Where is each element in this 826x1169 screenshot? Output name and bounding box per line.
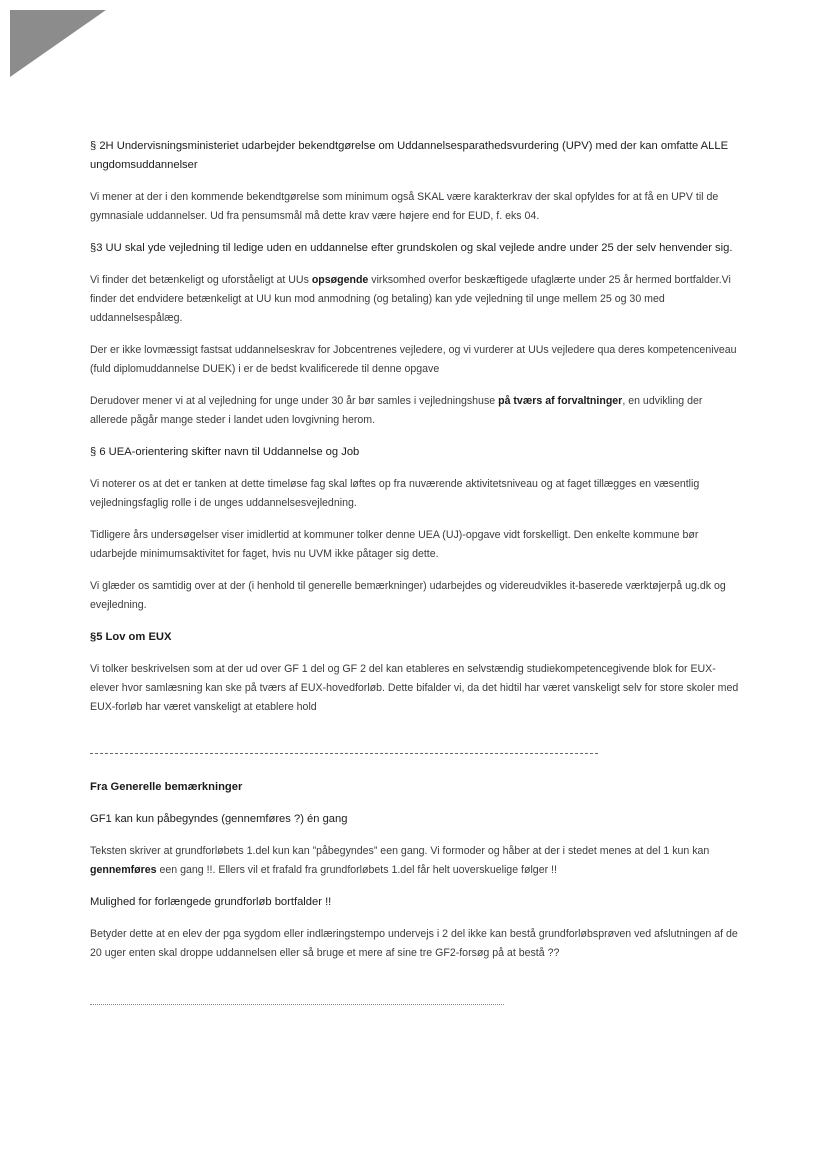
paragraph-undersoegelser: Tidligere års undersøgelser viser imidlertid at kommuner tolker denne UEA (UJ)-opgave vidt forskelligt. Den enkelte kommune bør udarbejde minimumsaktivitet for faget, hvis nu UVM ikke påtager sig dette.	[90, 529, 699, 560]
paragraph-vejledningshuse: Derudover mener vi at al vejledning for unge under 30 år bør samles i vejledningshuse på tværs af forvaltninger, en udvikling der allerede pågår mange steder i landet uden lovgivning herom.	[90, 395, 703, 426]
paragraph-karakterkrav: Vi mener at der i den kommende bekendtgørelse som minimum også SKAL være karakterkrav der skal opfyldes for at få en UPV til de gymnasiale uddannelser. Ud fra pensumsmål må dette krav være højere end for EUD, f. eks 04.	[90, 191, 719, 222]
paragraph-it-vaerktoejer: Vi glæder os samtidig over at der (i henhold til generelle bemærkninger) udarbejdes og videreudvikles it-baserede værktøjerpå ug.dk og evejledning.	[90, 580, 726, 611]
dashed-separator-1	[90, 753, 598, 754]
paragraph-sygdom: Betyder dette at en elev der pga sygdom eller indlæringstempo undervejs i 2 del ikke kan bestå grundforløbsprøven ved afslutningen af de 20 uger enten skal droppe uddannelsen eller så bruge et mere af sine tre GF2-forsøg på at bestå ??	[90, 928, 738, 959]
paragraph-gf1-heading: GF1 kan kun påbegyndes (gennemføres ?) én gang	[90, 813, 348, 825]
section-heading-eux: §5 Lov om EUX	[90, 631, 172, 643]
paragraph-forlaengede-heading: Mulighed for forlængede grundforløb bortfalder !!	[90, 896, 332, 908]
bold-forvaltninger: på tværs af forvaltninger	[498, 395, 623, 407]
scan-corner-mark	[0, 0, 110, 80]
document-lower	[90, 778, 740, 976]
section-heading-generelle: Fra Generelle bemærkninger	[90, 781, 243, 793]
document-upper	[90, 137, 740, 730]
paragraph-3-heading: §3 UU skal yde vejledning til ledige uden en uddannelse efter grundskolen og skal vejlede andre under 25 der selv henvender sig.	[90, 242, 733, 254]
paragraph-timeloese-fag: Vi noterer os at det er tanken at dette timeløse fag skal løftes op fra nuværende aktivitetsniveau og at faget tillægges en væsentlig vejledningsfaglig rolle i de unges uddannelsesvejledning.	[90, 478, 700, 509]
bold-gennemfoeres: gennemføres	[90, 864, 157, 876]
paragraph-6-heading: § 6 UEA-orientering skifter navn til Uddannelse og Job	[90, 446, 360, 458]
paragraph-eux: Vi tolker beskrivelsen som at der ud over GF 1 del og GF 2 del kan etableres en selvstændig studiekompetencegivende blok for EUX-elever hvor samlæsning kan ske på tværs af EUX-hovedforløb. Dette bifalder vi, da det hidtil har været vanskeligt selv for store skoler med EUX-forløb har været vanskeligt at etablere hold	[90, 663, 739, 713]
paragraph-opsoegende: Vi finder det betænkeligt og uforståeligt at UUs opsøgende virksomhed overfor beskæftigede ufaglærte under 25 år hermed bortfalder.Vi finder det endvidere betænkeligt at UU kun mod anmodning (og betaling) kan yde vejledning til unge mellem 25 og 30 med uddannelsespålæg.	[90, 274, 731, 324]
paragraph-grundforloeb: Teksten skriver at grundforløbets 1.del kun kan ”påbegyndes” een gang. Vi formoder og håber at der i stedet menes at del 1 kun kan gennemføres een gang !!. Ellers vil et frafald fra grundforløbets 1.del får helt uoverskuelige følger !!	[90, 845, 710, 876]
paragraph-jobcentre: Der er ikke lovmæssigt fastsat uddannelseskrav for Jobcentrenes vejledere, og vi vurderer at UUs vejledere qua deres kompetenceniveau (fuld diplomuddannelse DUEK) i er de bedst kvalificerede til denne opgave	[90, 344, 737, 375]
bold-opsoegende: opsøgende	[311, 274, 369, 286]
dotted-separator-2	[90, 1004, 504, 1005]
paragraph-2h-heading: § 2H Undervisningsministeriet udarbejder bekendtgørelse om Uddannelsesparathedsvurdering (UPV) med der kan omfatte ALLE ungdomsuddannelser	[90, 140, 729, 171]
